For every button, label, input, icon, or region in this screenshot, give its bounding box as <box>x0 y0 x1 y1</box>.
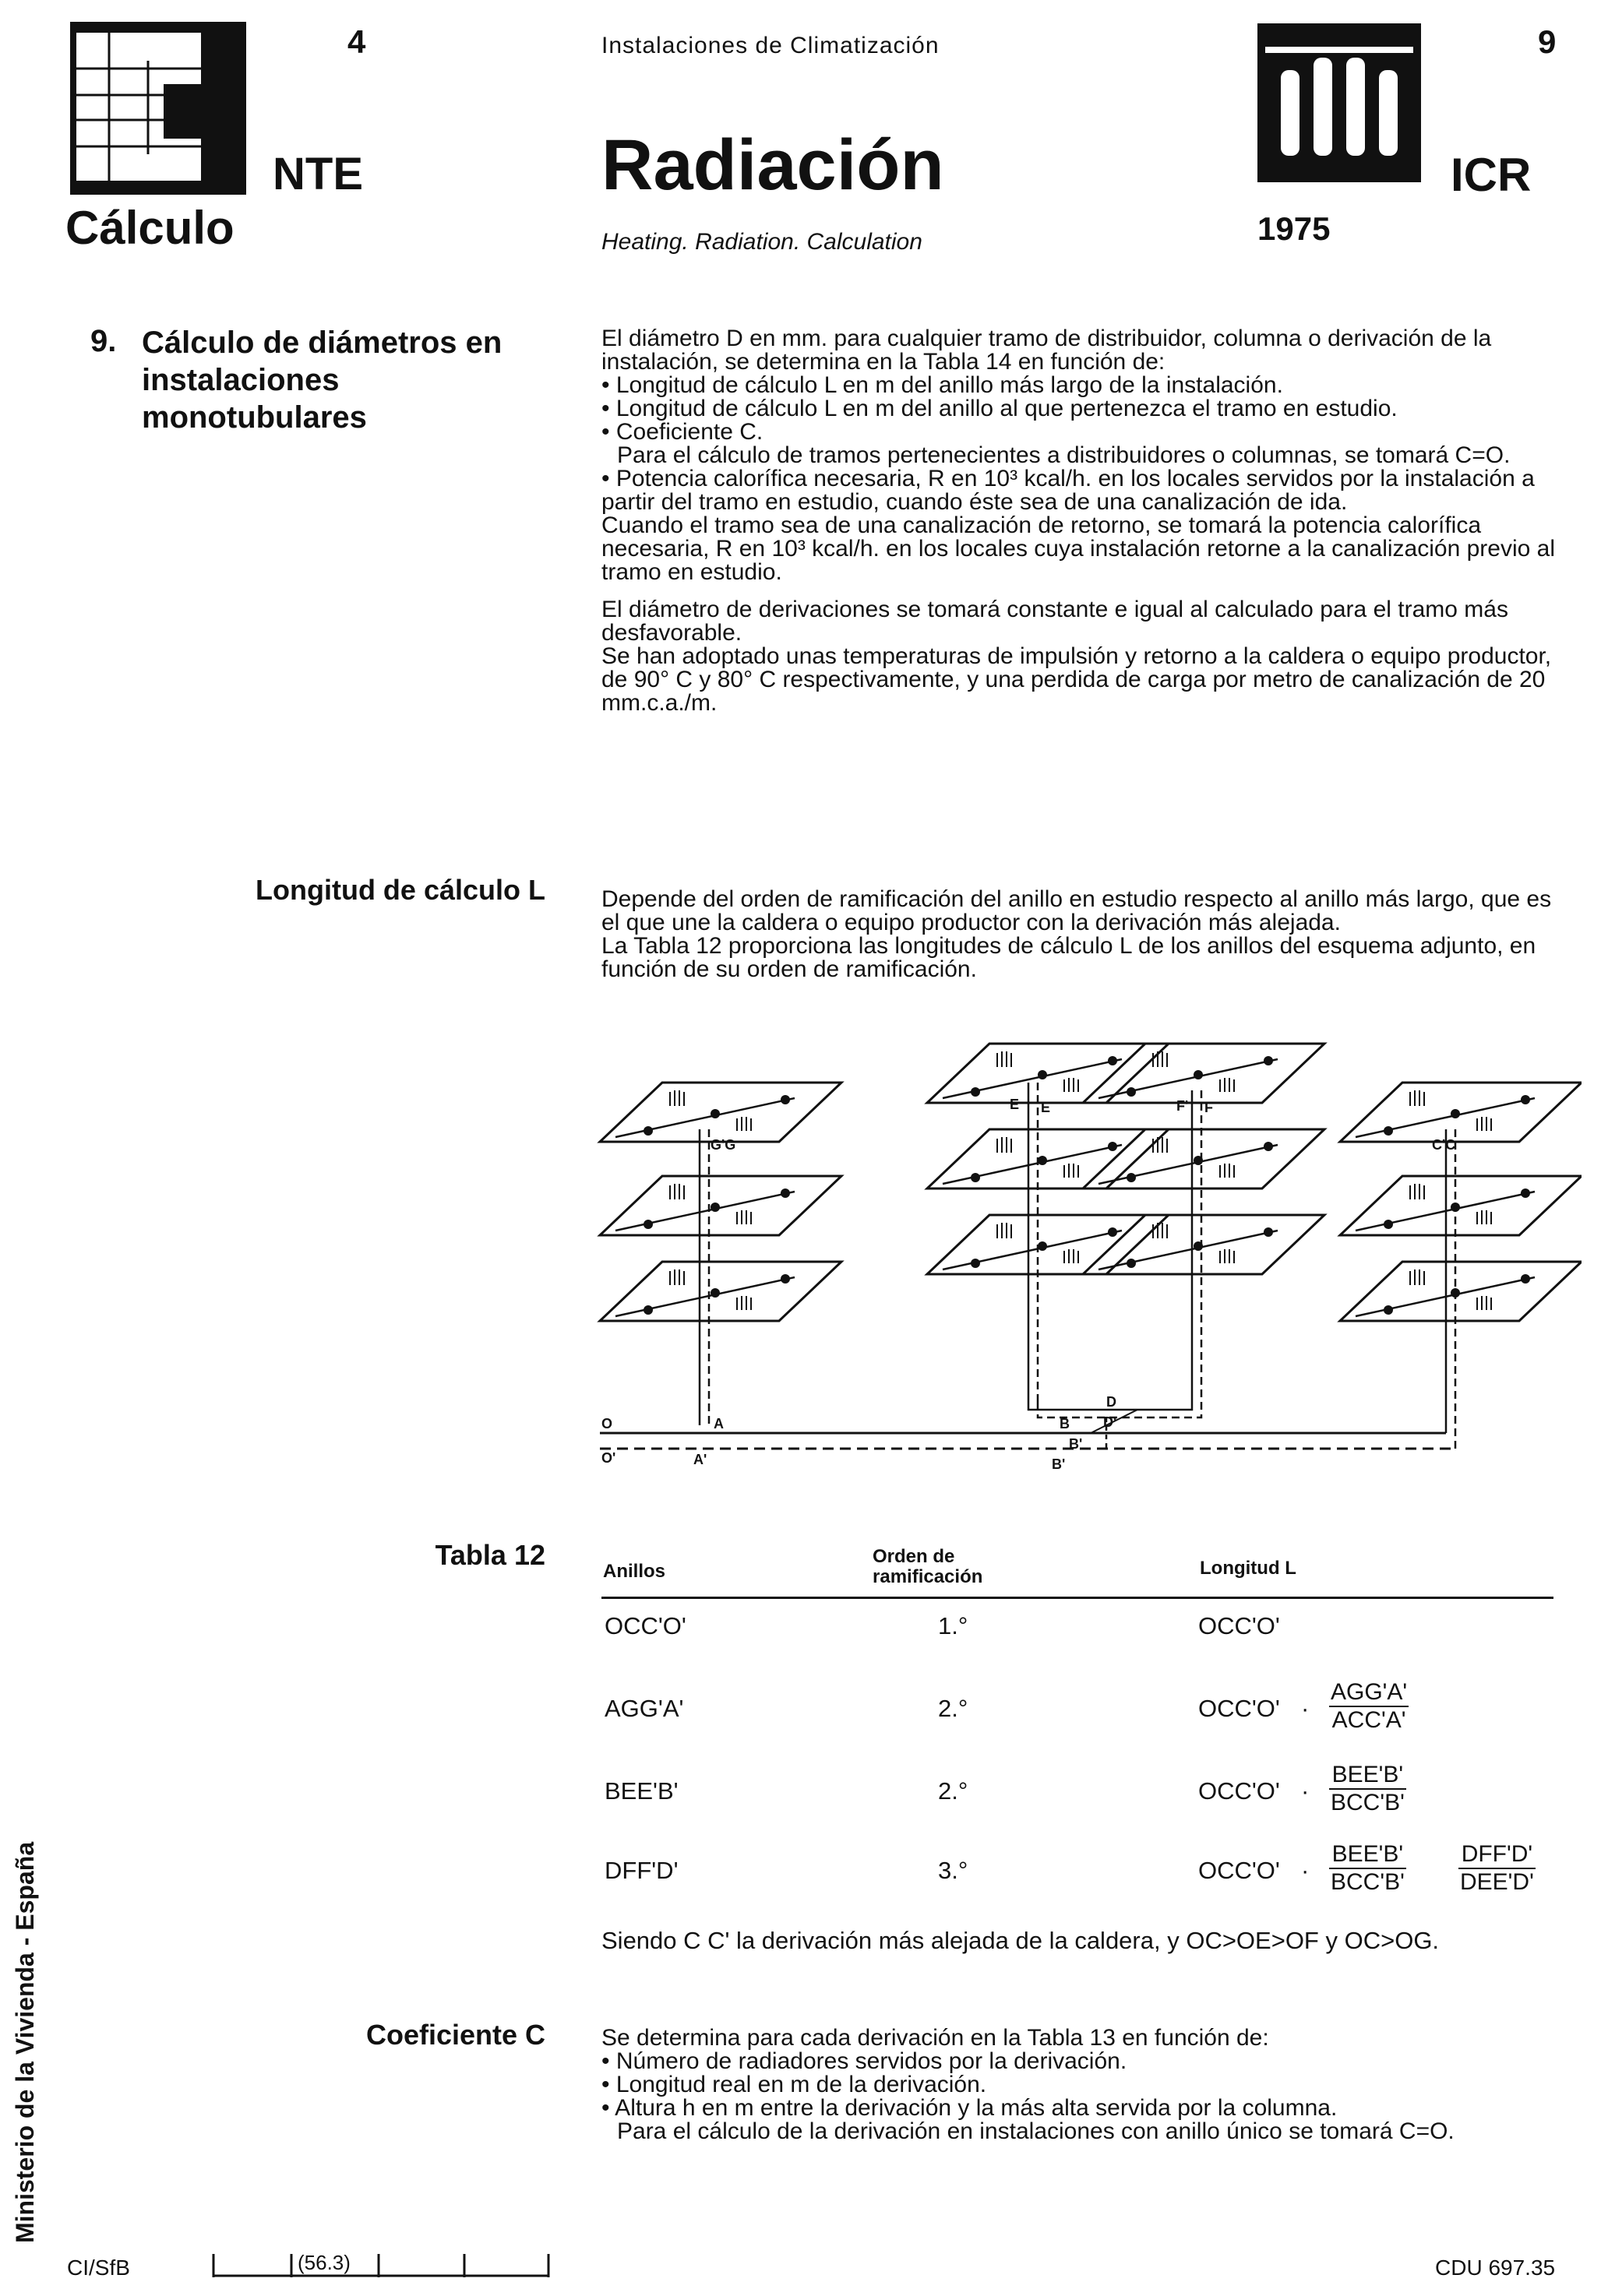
section-number: 9. <box>90 324 117 358</box>
row-longitud: OCC'O' <box>1198 1695 1280 1722</box>
diagram-label: D <box>1106 1394 1116 1410</box>
diagram-label: O <box>601 1416 613 1431</box>
coeficiente-bullet: • Altura h en m entre la derivación y la más alta servida por la columna. <box>601 2095 1338 2121</box>
table12-heading: Tabla 12 <box>435 1539 545 1571</box>
coeficiente-bullet: • Número de radiadores servidos por la derivación. <box>601 2048 1127 2074</box>
left-page-number: 4 <box>347 23 366 60</box>
section-paragraph: Cuando el tramo sea de una canalización de retorno, se tomará la potencia calorífica necesaria, R en 10³ kcal/h. en los locales cuya instalación retorne a la canalización previo al tramo en estudio. <box>601 512 1556 585</box>
diagram-label: B' <box>1052 1456 1066 1472</box>
ratio-fraction <box>1329 1841 1406 1896</box>
page-title: Radiación <box>601 125 944 205</box>
longitud-paragraph: La Tabla 12 proporciona las longitudes de cálculo L de los anillos del esquema adjunto, en función de su orden de ramificación. <box>601 933 1536 982</box>
row-orden: 2.° <box>938 1777 968 1805</box>
fraction-denominator: ACC'A' <box>1331 1707 1406 1733</box>
section-bullet: • Longitud de cálculo L en m del anillo más largo de la instalación. <box>601 372 1283 398</box>
coeficiente-paragraph: Para el cálculo de la derivación en instalaciones con anillo único se tomará C=O. <box>617 2118 1455 2144</box>
col-header-anillos: Anillos <box>603 1561 666 1582</box>
fraction-numerator: DFF'D' <box>1458 1841 1536 1869</box>
fraction-numerator: BEE'B' <box>1329 1841 1406 1869</box>
row-orden: 3.° <box>938 1857 968 1884</box>
ministry-vertical-text: Ministerio de la Vivienda - España <box>11 1841 39 2243</box>
col-header-orden: Orden de ramificación <box>873 1546 983 1587</box>
cdu-code: CDU 697.35 <box>1435 2256 1556 2280</box>
ratio-fraction <box>1458 1841 1536 1896</box>
section-paragraph: Para el cálculo de tramos pertenecientes a distribuidores o columnas, se tomará C=O. <box>617 442 1511 468</box>
fraction-denominator: DEE'D' <box>1460 1869 1534 1895</box>
col-header-longitud: Longitud L <box>1200 1558 1296 1579</box>
diagram-label: E <box>1010 1097 1020 1112</box>
fraction-numerator: BEE'B' <box>1329 1762 1406 1790</box>
section-paragraph: El diámetro de derivaciones se tomará constante e igual al calculado para el tramo más desfavorable. <box>601 597 1508 646</box>
coeficiente-bullet: • Longitud real en m de la derivación. <box>601 2072 987 2097</box>
cisfb-label: CI/SfB <box>67 2256 130 2280</box>
diagram-label: G'G <box>711 1137 736 1153</box>
row-longitud: OCC'O' <box>1198 1857 1280 1884</box>
row-longitud: OCC'O' <box>1198 1612 1280 1639</box>
section-title: Cálculo de diámetros en instalaciones monotubulares <box>142 326 503 435</box>
row-anillo: AGG'A' <box>605 1695 684 1722</box>
row-anillo: DFF'D' <box>605 1857 679 1884</box>
longitud-paragraph: Depende del orden de ramificación del anillo en estudio respecto al anillo más largo, que es el que une la caldera o equipo productor con la derivación más alejada. <box>601 886 1552 935</box>
row-longitud: OCC'O' <box>1198 1777 1280 1805</box>
multiply-dot: · <box>1301 1695 1310 1722</box>
radiator-logo-icon <box>1257 23 1421 182</box>
cisfb-code: (56.3) <box>298 2251 351 2274</box>
year: 1975 <box>1257 210 1331 247</box>
diagram-label: F <box>1204 1100 1213 1115</box>
section-bullet: • Potencia calorífica necesaria, R en 10³ kcal/h. en los locales servidos por la instalación a partir del tramo en estudio, cuando éste sea de una canalización de ida. <box>601 466 1535 515</box>
nte-label: NTE <box>273 149 363 199</box>
fraction-numerator: AGG'A' <box>1329 1679 1409 1707</box>
multiply-dot: · <box>1301 1777 1310 1805</box>
left-title: Cálculo <box>65 202 235 254</box>
diagram-label: A' <box>693 1452 707 1467</box>
row-anillo: OCC'O' <box>605 1612 686 1639</box>
section-paragraph: El diámetro D en mm. para cualquier tramo de distribuidor, columna o derivación de la instalación, se determina en la Tabla 14 en función de: <box>601 326 1492 375</box>
diagram-label: B' <box>1069 1436 1083 1452</box>
ring-schematic-diagram <box>592 1028 1582 1480</box>
diagram-label: F' <box>1176 1098 1189 1114</box>
section-paragraph: Se han adoptado unas temperaturas de impulsión y retorno a la caldera o equipo productor, de 90° C y 80° C respectivamente, y una perdida de carga por metro de canalización de 20 mm.c.a./m. <box>601 643 1552 716</box>
row-orden: 1.° <box>938 1612 968 1639</box>
coeficiente-body <box>601 2027 1567 2143</box>
icr-code: ICR <box>1451 149 1532 201</box>
nte-logo-icon <box>70 22 246 195</box>
diagram-label: D' <box>1103 1414 1117 1430</box>
longitud-body <box>601 888 1567 981</box>
subtitle: Instalaciones de Climatización <box>601 33 940 58</box>
ratio-fraction <box>1329 1762 1406 1816</box>
section-bullet: • Longitud de cálculo L en m del anillo al que pertenezca el tramo en estudio. <box>601 396 1398 421</box>
english-title: Heating. Radiation. Calculation <box>601 229 922 255</box>
diagram-label: A <box>714 1416 724 1431</box>
longitud-heading: Longitud de cálculo L <box>256 874 545 906</box>
coeficiente-paragraph: Se determina para cada derivación en la Tabla 13 en función de: <box>601 2025 1269 2051</box>
fraction-denominator: BCC'B' <box>1331 1790 1405 1815</box>
ratio-fraction <box>1329 1679 1409 1734</box>
right-page-number: 9 <box>1538 23 1557 60</box>
cisfb-ruler <box>210 2246 553 2280</box>
table-header-rule <box>601 1597 1553 1599</box>
section-bullet: • Coeficiente C. <box>601 419 763 445</box>
diagram-label: B <box>1060 1416 1070 1431</box>
multiply-dot: · <box>1301 1857 1310 1884</box>
row-orden: 2.° <box>938 1695 968 1722</box>
row-anillo: BEE'B' <box>605 1777 679 1805</box>
coeficiente-heading: Coeficiente C <box>365 2019 545 2051</box>
diagram-label: E <box>1041 1100 1051 1115</box>
section-body <box>601 327 1567 715</box>
table-note: Siendo C C' la derivación más alejada de la caldera, y OC>OE>OF y OC>OG. <box>601 1927 1440 1954</box>
diagram-label: O' <box>601 1450 616 1466</box>
fraction-denominator: BCC'B' <box>1331 1869 1405 1895</box>
diagram-label: C'C <box>1432 1137 1456 1153</box>
